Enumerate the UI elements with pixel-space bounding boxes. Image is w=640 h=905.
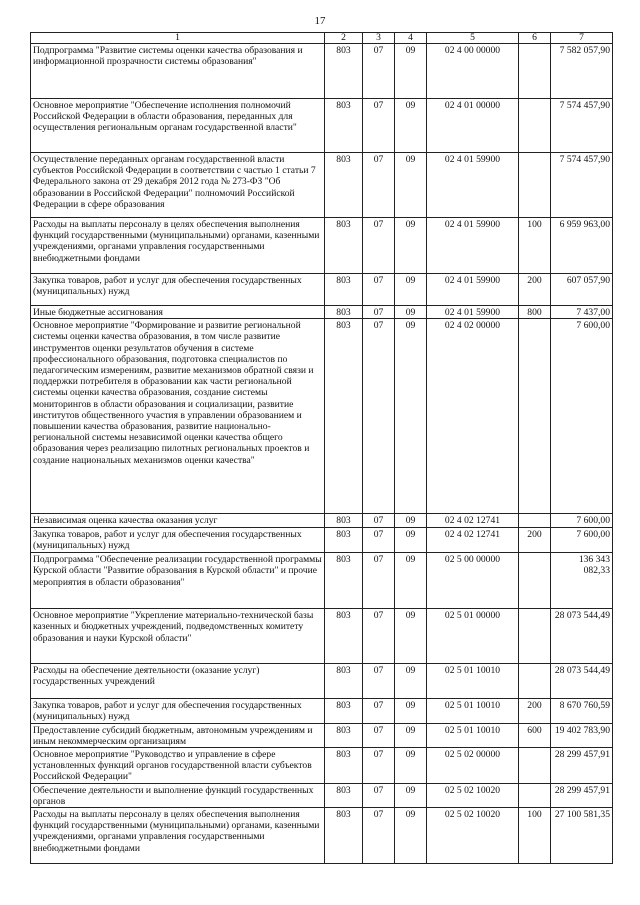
row-name: Предоставление субсидий бюджетным, автономным учреждениям и иным некоммерческим организациям bbox=[31, 723, 325, 747]
row-name: Закупка товаров, работ и услуг для обеспечения государственных (муниципальных) нужд bbox=[31, 528, 325, 553]
row-name: Независимая оценка качества оказания услуг bbox=[31, 514, 325, 528]
row-col-4: 09 bbox=[395, 748, 427, 784]
table-row bbox=[31, 99, 613, 153]
row-col-4: 09 bbox=[395, 514, 427, 528]
row-col-7: 27 100 581,35 bbox=[551, 808, 613, 864]
row-col-7: 6 959 963,00 bbox=[551, 218, 613, 274]
row-col-7: 7 600,00 bbox=[551, 528, 613, 553]
row-name: Закупка товаров, работ и услуг для обеспечения государственных (муниципальных) нужд bbox=[31, 274, 325, 306]
row-col-5: 02 5 01 00000 bbox=[427, 609, 519, 664]
row-name: Подпрограмма "Обеспечение реализации государственной программы Курской области "Развитие образования в Курской области" и прочие мероприятия в области образования" bbox=[31, 553, 325, 609]
row-col-3: 07 bbox=[363, 514, 395, 528]
row-col-5: 02 5 02 00000 bbox=[427, 748, 519, 784]
table-row bbox=[31, 748, 613, 784]
row-col-5: 02 5 01 10010 bbox=[427, 723, 519, 747]
row-col-2: 803 bbox=[325, 274, 363, 306]
row-col-3: 07 bbox=[363, 153, 395, 218]
header-col-1: 1 bbox=[31, 33, 325, 44]
table-row bbox=[31, 808, 613, 864]
row-col-2: 803 bbox=[325, 528, 363, 553]
row-col-4: 09 bbox=[395, 153, 427, 218]
row-col-5: 02 4 01 59900 bbox=[427, 153, 519, 218]
row-col-7: 7 582 057,90 bbox=[551, 44, 613, 99]
table-row bbox=[31, 609, 613, 664]
row-col-5: 02 5 01 10010 bbox=[427, 664, 519, 699]
row-col-3: 07 bbox=[363, 218, 395, 274]
row-col-4: 09 bbox=[395, 783, 427, 807]
row-col-6 bbox=[519, 99, 551, 153]
row-col-3: 07 bbox=[363, 609, 395, 664]
row-col-3: 07 bbox=[363, 783, 395, 807]
row-col-6: 100 bbox=[519, 808, 551, 864]
header-col-6: 6 bbox=[519, 33, 551, 44]
row-name: Расходы на обеспечение деятельности (оказание услуг) государственных учреждений bbox=[31, 664, 325, 699]
row-col-6 bbox=[519, 319, 551, 514]
row-col-4: 09 bbox=[395, 808, 427, 864]
row-col-3: 07 bbox=[363, 528, 395, 553]
row-col-3: 07 bbox=[363, 664, 395, 699]
table-row bbox=[31, 44, 613, 99]
table-row bbox=[31, 153, 613, 218]
row-col-5: 02 5 01 10010 bbox=[427, 699, 519, 723]
row-name: Расходы на выплаты персоналу в целях обеспечения выполнения функций государственными (муниципальными) органами, казенными учреждениями, органами управления государственными внебюджетными фондами bbox=[31, 218, 325, 274]
row-col-7: 28 299 457,91 bbox=[551, 748, 613, 784]
row-col-4: 09 bbox=[395, 218, 427, 274]
row-col-3: 07 bbox=[363, 808, 395, 864]
row-col-3: 07 bbox=[363, 723, 395, 747]
row-col-5: 02 4 00 00000 bbox=[427, 44, 519, 99]
row-col-2: 803 bbox=[325, 699, 363, 723]
row-col-5: 02 4 01 59900 bbox=[427, 306, 519, 319]
row-col-2: 803 bbox=[325, 664, 363, 699]
row-col-4: 09 bbox=[395, 274, 427, 306]
row-col-6 bbox=[519, 553, 551, 609]
row-col-6: 800 bbox=[519, 306, 551, 319]
row-col-7: 7 600,00 bbox=[551, 319, 613, 514]
row-col-5: 02 5 00 00000 bbox=[427, 553, 519, 609]
table-row bbox=[31, 274, 613, 306]
row-col-2: 803 bbox=[325, 306, 363, 319]
row-col-4: 09 bbox=[395, 99, 427, 153]
row-col-3: 07 bbox=[363, 99, 395, 153]
row-col-4: 09 bbox=[395, 609, 427, 664]
row-col-5: 02 4 02 12741 bbox=[427, 514, 519, 528]
row-col-4: 09 bbox=[395, 664, 427, 699]
row-col-4: 09 bbox=[395, 699, 427, 723]
row-name: Подпрограмма "Развитие системы оценки качества образования и информационной прозрачности системы образования" bbox=[31, 44, 325, 99]
table-row bbox=[31, 783, 613, 807]
row-col-7: 28 299 457,91 bbox=[551, 783, 613, 807]
row-col-2: 803 bbox=[325, 99, 363, 153]
row-col-4: 09 bbox=[395, 528, 427, 553]
budget-table bbox=[30, 32, 613, 864]
header-col-7: 7 bbox=[551, 33, 613, 44]
header-col-3: 3 bbox=[363, 33, 395, 44]
row-col-4: 09 bbox=[395, 44, 427, 99]
row-col-7: 607 057,90 bbox=[551, 274, 613, 306]
table-row bbox=[31, 723, 613, 747]
row-col-3: 07 bbox=[363, 699, 395, 723]
row-col-7: 7 574 457,90 bbox=[551, 153, 613, 218]
row-col-6 bbox=[519, 783, 551, 807]
header-col-2: 2 bbox=[325, 33, 363, 44]
row-col-5: 02 4 01 59900 bbox=[427, 218, 519, 274]
header-col-4: 4 bbox=[395, 33, 427, 44]
row-col-6: 200 bbox=[519, 274, 551, 306]
row-col-2: 803 bbox=[325, 553, 363, 609]
row-col-6 bbox=[519, 44, 551, 99]
row-col-7: 8 670 760,59 bbox=[551, 699, 613, 723]
row-col-3: 07 bbox=[363, 319, 395, 514]
row-name: Основное мероприятие "Укрепление материально-технической базы казенных и бюджетных учреждений, подведомственных комитету образования и науки Курской области" bbox=[31, 609, 325, 664]
row-col-2: 803 bbox=[325, 218, 363, 274]
row-col-5: 02 5 02 10020 bbox=[427, 783, 519, 807]
row-col-7: 7 574 457,90 bbox=[551, 99, 613, 153]
row-col-4: 09 bbox=[395, 319, 427, 514]
table-header-row bbox=[31, 33, 613, 44]
row-col-3: 07 bbox=[363, 553, 395, 609]
row-col-4: 09 bbox=[395, 306, 427, 319]
table-row bbox=[31, 664, 613, 699]
row-col-3: 07 bbox=[363, 274, 395, 306]
row-col-2: 803 bbox=[325, 609, 363, 664]
row-col-7: 28 073 544,49 bbox=[551, 664, 613, 699]
table-row bbox=[31, 514, 613, 528]
header-col-5: 5 bbox=[427, 33, 519, 44]
row-name: Расходы на выплаты персоналу в целях обеспечения выполнения функций государственными (муниципальными) органами, казенными учреждениями, органами управления государственными внебюджетными фондами bbox=[31, 808, 325, 864]
row-col-6 bbox=[519, 609, 551, 664]
row-name: Иные бюджетные ассигнования bbox=[31, 306, 325, 319]
row-col-6 bbox=[519, 153, 551, 218]
table-row bbox=[31, 306, 613, 319]
row-col-3: 07 bbox=[363, 306, 395, 319]
row-col-2: 803 bbox=[325, 808, 363, 864]
row-col-6: 600 bbox=[519, 723, 551, 747]
row-col-6 bbox=[519, 664, 551, 699]
row-col-2: 803 bbox=[325, 514, 363, 528]
row-col-3: 07 bbox=[363, 748, 395, 784]
row-name: Закупка товаров, работ и услуг для обеспечения государственных (муниципальных) нужд bbox=[31, 699, 325, 723]
table-row bbox=[31, 218, 613, 274]
row-col-5: 02 4 01 00000 bbox=[427, 99, 519, 153]
row-col-4: 09 bbox=[395, 723, 427, 747]
row-col-6 bbox=[519, 748, 551, 784]
row-col-7: 19 402 783,90 bbox=[551, 723, 613, 747]
row-col-5: 02 4 02 00000 bbox=[427, 319, 519, 514]
row-col-5: 02 4 02 12741 bbox=[427, 528, 519, 553]
row-name: Основное мероприятие "Руководство и управление в сфере установленных функций органов государственной власти субъектов Российской Федерации" bbox=[31, 748, 325, 784]
table-row bbox=[31, 553, 613, 609]
table-row bbox=[31, 699, 613, 723]
row-col-7: 136 343 082,33 bbox=[551, 553, 613, 609]
row-col-2: 803 bbox=[325, 783, 363, 807]
row-col-2: 803 bbox=[325, 723, 363, 747]
row-name: Обеспечение деятельности и выполнение функций государственных органов bbox=[31, 783, 325, 807]
row-col-2: 803 bbox=[325, 319, 363, 514]
row-name: Основное мероприятие "Формирование и развитие региональной системы оценки качества образования, в том числе развитие инструментов оценки результатов обучения в системе профессионального образования, подготовка специалистов по педагогическим измерениям, развитие механизмов обратной связи и поддержки потребителя в образовании как части региональной системы оценки качества образования, создание системы мониторингов в области образования и социализации, развитие институтов общественного участия в управлении образованием и повышении качества образования, развитие национально-региональной системы независимой оценки качества общего образования через реализацию пилотных региональных проектов и создание национальных механизмов оценки качества" bbox=[31, 319, 325, 514]
row-name: Осуществление переданных органам государственной власти субъектов Российской Федерации в соответствии с частью 1 статьи 7 Федерального закона от 29 декабря 2012 года № 273-ФЗ "Об образовании в Российской Федерации" полномочий Российской Федерации в сфере образования bbox=[31, 153, 325, 218]
row-col-4: 09 bbox=[395, 553, 427, 609]
row-col-6: 100 bbox=[519, 218, 551, 274]
row-name: Основное мероприятие "Обеспечение исполнения полномочий Российской Федерации в области образования, переданных для осуществления региональным органам государственной власти" bbox=[31, 99, 325, 153]
row-col-3: 07 bbox=[363, 44, 395, 99]
table-row bbox=[31, 528, 613, 553]
row-col-2: 803 bbox=[325, 44, 363, 99]
row-col-7: 7 437,00 bbox=[551, 306, 613, 319]
row-col-5: 02 5 02 10020 bbox=[427, 808, 519, 864]
row-col-6: 200 bbox=[519, 528, 551, 553]
row-col-5: 02 4 01 59900 bbox=[427, 274, 519, 306]
row-col-2: 803 bbox=[325, 748, 363, 784]
row-col-7: 28 073 544,49 bbox=[551, 609, 613, 664]
page-number: 17 bbox=[314, 15, 326, 27]
row-col-6 bbox=[519, 514, 551, 528]
table-row bbox=[31, 319, 613, 514]
row-col-6: 200 bbox=[519, 699, 551, 723]
row-col-7: 7 600,00 bbox=[551, 514, 613, 528]
row-col-2: 803 bbox=[325, 153, 363, 218]
